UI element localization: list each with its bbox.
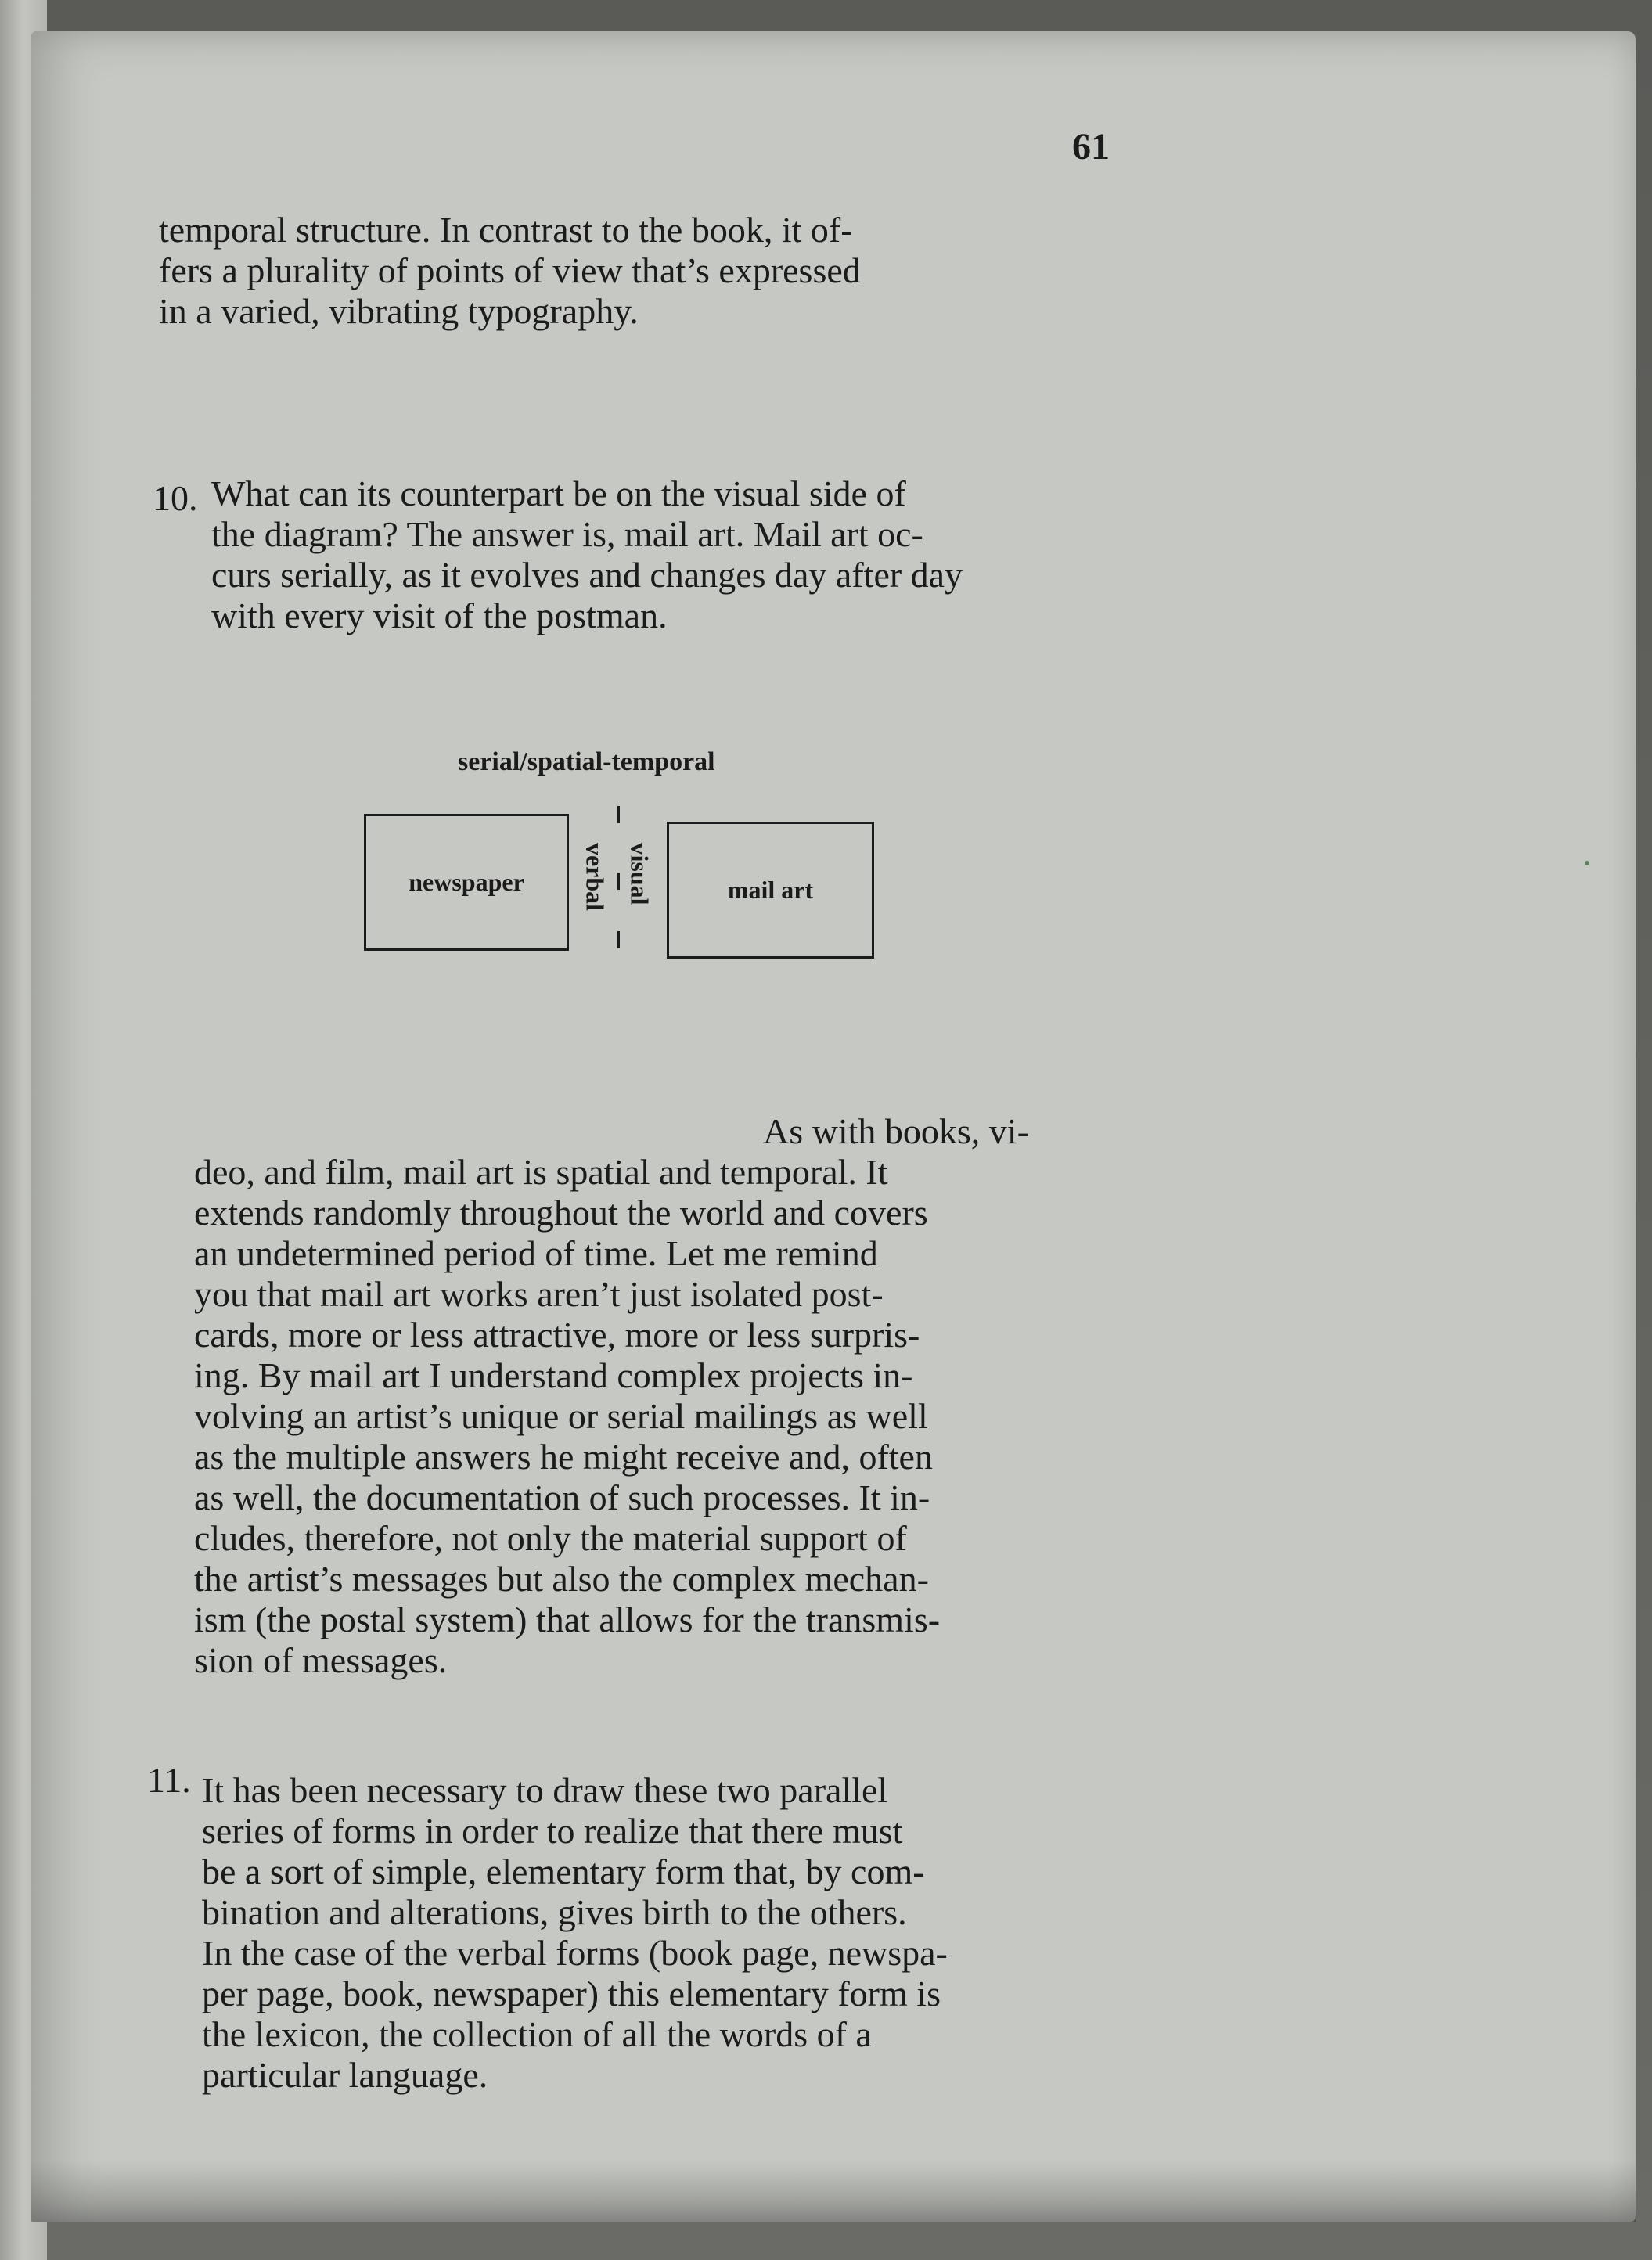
item-10-line: curs serially, as it evolves and changes day after day <box>211 555 963 595</box>
paper-speck <box>1585 861 1589 865</box>
item-11-line: be a sort of simple, elementary form that, by com- <box>202 1852 925 1891</box>
item-11-line: In the case of the verbal forms (book page, newspa- <box>202 1933 948 1973</box>
item-11-number: 11. <box>147 1760 191 1800</box>
paragraph-2-line: ism (the postal system) that allows for the transmis- <box>194 1600 941 1639</box>
item-11-line: particular language. <box>202 2055 488 2095</box>
item-10-text <box>211 473 1135 636</box>
paragraph-2-line: you that mail art works aren’t just isolated post- <box>194 1274 884 1314</box>
page-number: 61 <box>1072 126 1110 167</box>
paragraph-1 <box>159 210 1074 332</box>
paragraph-1-line: fers a plurality of points of view that’s expressed <box>159 250 861 290</box>
paragraph-2-line: cards, more or less attractive, more or less surpris- <box>194 1315 920 1355</box>
item-10-line: with every visit of the postman. <box>211 596 668 635</box>
newspaper-box: newspaper <box>364 814 569 951</box>
paragraph-2-line: as the multiple answers he might receive and, often <box>194 1437 933 1477</box>
item-11-text <box>202 1770 1114 2096</box>
book-page <box>31 31 1636 2222</box>
paragraph-1-line: in a varied, vibrating typography. <box>159 291 639 331</box>
diagram-caption: serial/spatial-temporal <box>458 747 715 776</box>
paragraph-2-line: ing. By mail art I understand complex projects in- <box>194 1355 913 1395</box>
paragraph-2-first-line: As with books, vi- <box>763 1111 1029 1151</box>
item-10-line: What can its counterpart be on the visual side of <box>211 473 906 513</box>
page-bottom-shadow <box>31 2160 1636 2222</box>
paragraph-2-line: as well, the documentation of such processes. It in- <box>194 1477 930 1517</box>
mail-art-box: mail art <box>667 822 874 959</box>
paragraph-2 <box>194 1152 1118 1681</box>
paragraph-1-line: temporal structure. In contrast to the book, it of- <box>159 210 853 250</box>
item-11-line: bination and alterations, gives birth to the others. <box>202 1892 907 1932</box>
paragraph-2-line: extends randomly throughout the world and covers <box>194 1193 928 1233</box>
divider-dash <box>617 806 620 823</box>
divider-dash <box>617 931 620 948</box>
paragraph-2-line: sion of messages. <box>194 1640 448 1680</box>
item-10-number: 10. <box>153 478 198 518</box>
verbal-axis-label: verbal <box>581 842 610 912</box>
visual-axis-label: visual <box>625 842 654 905</box>
item-11-line: series of forms in order to realize that there must <box>202 1811 903 1851</box>
paragraph-2-line: deo, and film, mail art is spatial and temporal. It <box>194 1152 888 1192</box>
paragraph-2-line: volving an artist’s unique or serial mailings as well <box>194 1396 928 1436</box>
item-10-line: the diagram? The answer is, mail art. Mail art oc- <box>211 514 923 554</box>
paragraph-2-line: cludes, therefore, not only the material support of <box>194 1518 907 1558</box>
divider-dash <box>617 873 620 890</box>
paragraph-2-line: an undetermined period of time. Let me remind <box>194 1233 878 1273</box>
item-11-line: the lexicon, the collection of all the words of a <box>202 2014 872 2054</box>
item-11-line: per page, book, newspaper) this elementary form is <box>202 1974 941 2013</box>
item-11-line: It has been necessary to draw these two parallel <box>202 1770 888 1810</box>
paragraph-2-line: the artist’s messages but also the complex mechan- <box>194 1559 929 1599</box>
